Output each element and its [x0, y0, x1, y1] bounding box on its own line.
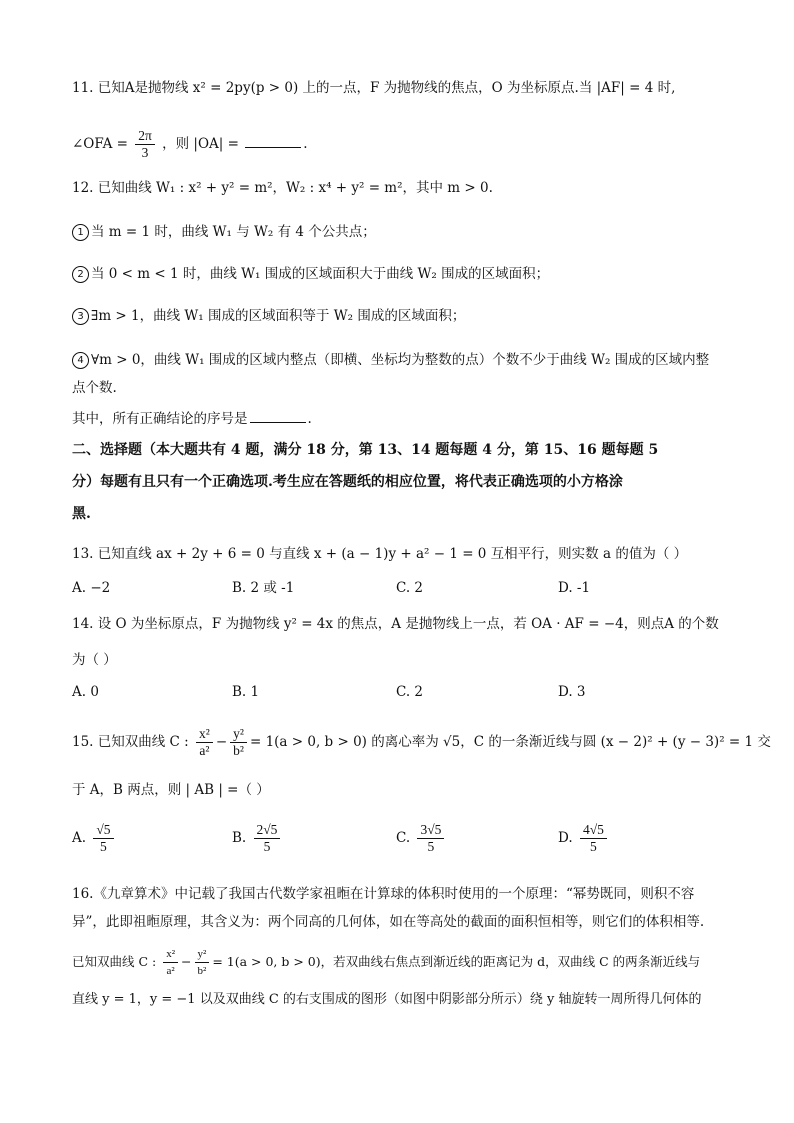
q15-y-num: y² — [230, 726, 247, 743]
q16-x-frac — [163, 946, 178, 979]
q16-y-num: y² — [195, 946, 210, 963]
section2-heading-3: 黑. — [72, 506, 91, 522]
q16-line4: 直线 y = 1，y = −1 以及双曲线 C 的右支围成的图形（如图中阴影部分所示）绕 y 轴旋转一周所得几何体的 — [72, 992, 702, 1007]
q14-option-d[interactable]: D. 3 — [558, 684, 586, 700]
q15-option-d[interactable] — [558, 822, 610, 855]
q13-option-a[interactable]: A. −2 — [72, 580, 111, 596]
q11-frac-den: 3 — [141, 145, 149, 160]
q12-statement-2 — [72, 264, 722, 284]
section2-heading-1: 二、选择题（本大题共有 4 题，满分 18 分，第 13、14 题每题 4 分，第 15、16 题每题 5 — [72, 442, 659, 458]
q14-option-a[interactable]: A. 0 — [72, 684, 99, 700]
q16-y-frac — [195, 946, 210, 979]
q11-line2: ∠OFA = $\frac{2\pi}{3}$ ，则 |OA| = . — [72, 128, 308, 160]
q11-line1: 11. 已知A是抛物线 x² = 2py(p > 0) 上的一点，F 为抛物线的焦点，O 为坐标原点.当 |AF| = 4 时, — [72, 80, 676, 96]
q16-y-den: b² — [197, 965, 207, 977]
q16-x-num: x² — [163, 946, 178, 963]
circled-3-mark: 3 — [72, 308, 89, 325]
section2-heading-2: 分）每题有且只有一个正确选项.考生应在答题纸的相应位置，将代表正确选项的小方格涂 — [72, 474, 623, 490]
q15-option-d-frac — [580, 822, 607, 855]
q15-line1: 15. 已知双曲线 C : $\frac{\text{x²}}{\text{a²}}$ − $\frac{\text{y²}}{\text{b²}}$ = 1(a > 0, b > 0) 的离心率为 √5，C 的一条渐近线与圆 (x − 2)² + (y − 3)² = 1 交 — [72, 726, 771, 758]
q15-option-c-label: C. — [396, 830, 411, 846]
q16-line2: 异”，此即祖暅原理，其含义为：两个同高的几何体，如在等高处的截面的面积恒相等，则它们的体积相等. — [72, 914, 705, 930]
q15-c-den: 5 — [427, 839, 435, 854]
q13-option-c[interactable]: C. 2 — [396, 580, 424, 596]
q16-line3: 已知双曲线 C : $\frac{\text{x²}}{\text{a²}}$ − $\frac{\text{y²}}{\text{b²}}$ = 1(a > 0, b > 0)，若双曲线右焦点到渐近线的距离记为 d，双曲线 C 的两条渐近线与 — [72, 948, 701, 977]
q12-s4a-text: ∀m > 0，曲线 W₁ 围成的区域内整点（即横、坐标均为整数的点）个数不少于曲线 W₂ 围成的区域内整 — [91, 352, 710, 368]
q15-y-frac — [230, 726, 247, 759]
circled-2-mark: 2 — [72, 266, 89, 283]
circled-4-mark: 4 — [72, 352, 89, 369]
q12-s3-text: ∃m > 1，曲线 W₁ 围成的区域面积等于 W₂ 围成的区域面积； — [91, 308, 466, 324]
q15-prefix: 15. 已知双曲线 C : — [72, 734, 189, 750]
q15-d-num: 4√5 — [580, 822, 607, 839]
q15-d-den: 5 — [590, 839, 597, 854]
q12-statement-3 — [72, 306, 722, 326]
q12-ask: 其中，所有正确结论的序号是 . — [72, 408, 722, 429]
q15-a-num: √5 — [93, 822, 113, 839]
q12-statement-1 — [72, 222, 722, 242]
q15-option-a-frac — [93, 822, 113, 855]
q15-line2: 于 A，B 两点，则 | AB | =（ ） — [72, 782, 270, 798]
q14-option-b[interactable]: B. 1 — [232, 684, 260, 700]
q15-option-d-label: D. — [558, 830, 573, 846]
q12-ask-text: 其中，所有正确结论的序号是 — [72, 411, 248, 427]
q14-line1: 14. 设 O 为坐标原点，F 为抛物线 y² = 4x 的焦点，A 是抛物线上一点，若 OA · AF = −4，则点A 的个数 — [72, 616, 719, 632]
q15-option-a[interactable] — [72, 822, 117, 855]
q16-suffix: = 1(a > 0, b > 0)，若双曲线右焦点到渐近线的距离记为 d，双曲线 C 的两条渐近线与 — [212, 954, 701, 969]
q16-line1: 16.《九章算术》中记载了我国古代数学家祖暅在计算球的体积时使用的一个原理：“幂势既同，则积不容 — [72, 886, 695, 902]
q13-option-b[interactable]: B. 2 或 -1 — [232, 580, 295, 596]
q15-b-num: 2√5 — [254, 822, 281, 839]
q15-x-num: x² — [196, 726, 213, 743]
q15-option-c[interactable] — [396, 822, 447, 855]
q12-s2-text: 当 0 < m < 1 时，曲线 W₁ 围成的区域面积大于曲线 W₂ 围成的区域面积； — [91, 266, 550, 282]
q15-option-c-frac — [417, 822, 444, 855]
q11-answer-blank[interactable] — [245, 133, 301, 148]
q15-y-den: b² — [233, 743, 244, 758]
q15-x-den: a² — [199, 743, 210, 758]
q16-x-den: a² — [166, 965, 175, 977]
q15-option-b[interactable] — [232, 822, 283, 855]
q15-suffix: = 1(a > 0, b > 0) 的离心率为 √5，C 的一条渐近线与圆 (x − 2)² + (y − 3)² = 1 交 — [249, 734, 771, 750]
q14-option-c[interactable]: C. 2 — [396, 684, 424, 700]
q16-prefix: 已知双曲线 C : — [72, 954, 157, 969]
q15-option-b-frac — [254, 822, 281, 855]
q12-s1-text: 当 m = 1 时，曲线 W₁ 与 W₂ 有 4 个公共点； — [91, 224, 376, 240]
q15-a-den: 5 — [100, 839, 107, 854]
q15-option-a-label: A. — [72, 830, 87, 846]
q15-option-b-label: B. — [232, 830, 247, 846]
q12-answer-blank[interactable] — [250, 408, 306, 423]
q11-ask: ，则 |OA| = — [162, 136, 239, 152]
circled-1-mark: 1 — [72, 224, 89, 241]
q13-stem: 13. 已知直线 ax + 2y + 6 = 0 与直线 x + (a − 1)y + a² − 1 = 0 互相平行，则实数 a 的值为（ ） — [72, 546, 688, 562]
q14-line2: 为（ ） — [72, 652, 117, 668]
q11-frac-num: 2π — [135, 128, 155, 145]
q11-fraction — [135, 128, 155, 161]
q15-b-den: 5 — [263, 839, 271, 854]
q15-c-num: 3√5 — [417, 822, 444, 839]
q12-stem: 12. 已知曲线 W₁ : x² + y² = m²，W₂ : x⁴ + y² = m²，其中 m > 0. — [72, 180, 493, 196]
q13-option-d[interactable]: D. -1 — [558, 580, 591, 596]
q11-angle: ∠OFA = — [72, 136, 128, 152]
q12-statement-4-cont: 点个数. — [72, 380, 117, 396]
q12-statement-4 — [72, 350, 722, 370]
q15-x-frac — [196, 726, 213, 759]
